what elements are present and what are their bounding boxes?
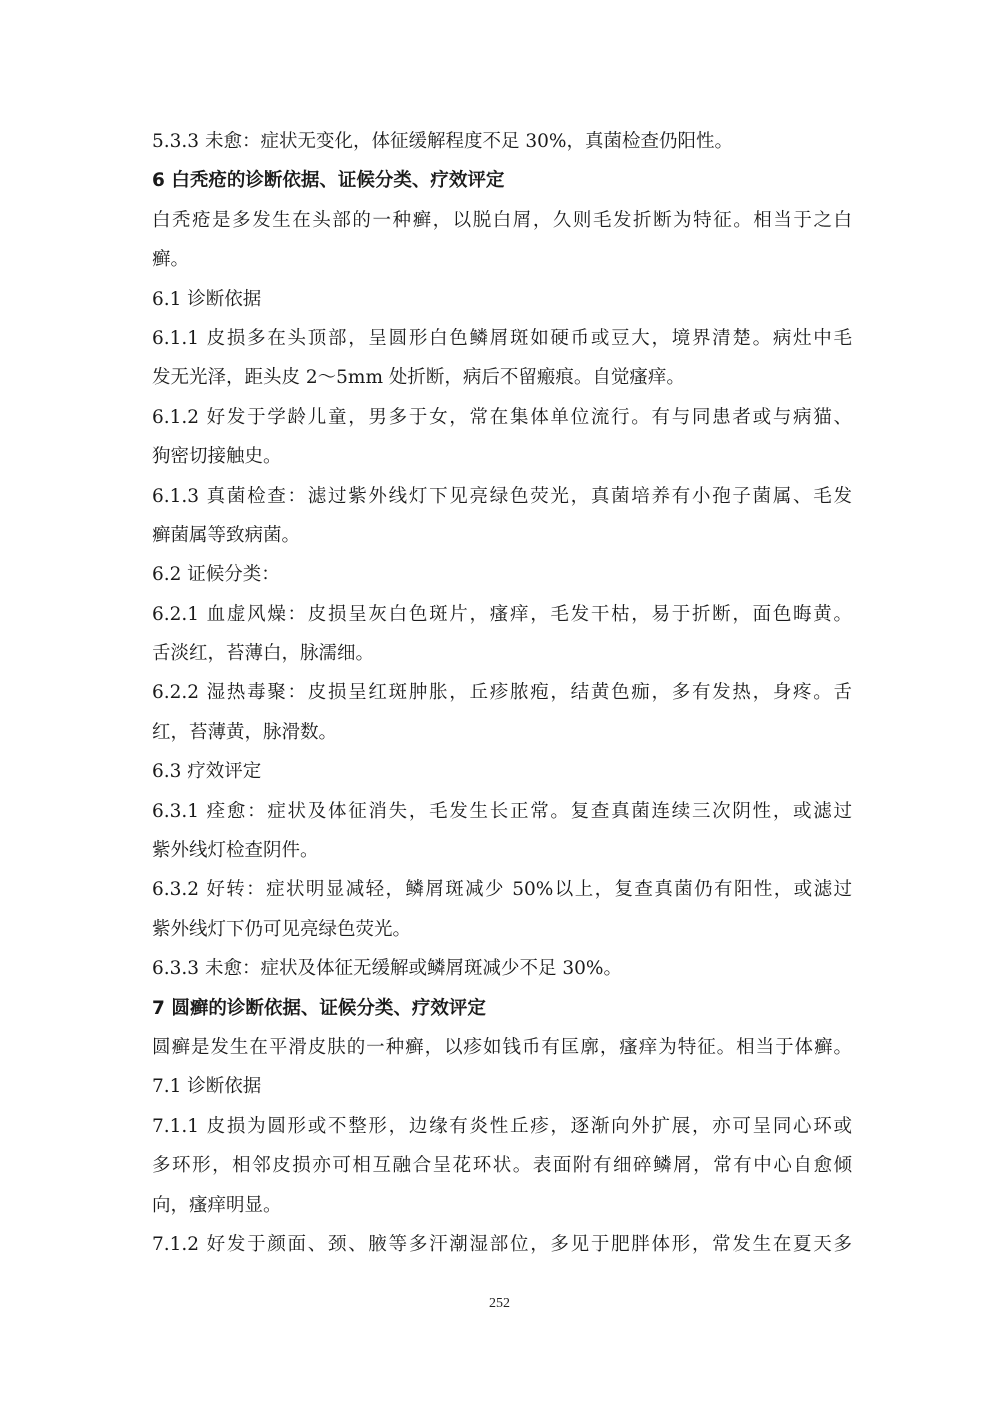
paragraph-6-3-1-line-1: 6.3.1 痊愈：症状及体征消失，毛发生长正常。复查真菌连续三次阴性，或滤过: [152, 800, 852, 822]
subheading-6-2: 6.2 证候分类：: [152, 564, 280, 586]
paragraph-6-1-3-line-2: 癣菌属等致病菌。: [152, 524, 301, 546]
paragraph-6-1-3-line-1: 6.1.3 真菌检查：滤过紫外线灯下见亮绿色荧光，真菌培养有小孢子菌属、毛发: [152, 485, 852, 507]
subheading-6-3: 6.3 疗效评定: [152, 761, 262, 783]
section-7-intro: 圆癣是发生在平滑皮肤的一种癣，以疹如钱币有匡廓，瘙痒为特征。相当于体癣。: [152, 1036, 852, 1058]
subheading-6-1: 6.1 诊断依据: [152, 288, 262, 310]
subheading-7-1: 7.1 诊断依据: [152, 1076, 262, 1098]
paragraph-6-2-2-line-1: 6.2.2 湿热毒聚：皮损呈红斑肿胀，丘疹脓疱，结黄色痂，多有发热，身疼。舌: [152, 682, 852, 704]
paragraph-7-1-2-line-1: 7.1.2 好发于颜面、颈、腋等多汗潮湿部位，多见于肥胖体形，常发生在夏天多: [152, 1233, 852, 1255]
paragraph-6-1-1-line-2: 发无光泽，距头皮 2～5mm 处折断，病后不留瘢痕。自觉瘙痒。: [152, 367, 685, 389]
paragraph-7-1-1-line-3: 向，瘙痒明显。: [152, 1194, 282, 1216]
paragraph-7-1-1-line-2: 多环形，相邻皮损亦可相互融合呈花环状。表面附有细碎鳞屑，常有中心自愈倾: [152, 1155, 852, 1177]
section-heading-6: 6 白秃疮的诊断依据、证候分类、疗效评定: [152, 170, 505, 192]
section-6-intro-line-2: 癣。: [152, 249, 190, 271]
paragraph-7-1-1-line-1: 7.1.1 皮损为圆形或不整形，边缘有炎性丘疹，逐渐向外扩展，亦可呈同心环或: [152, 1115, 852, 1137]
section-6-intro-line-1: 白秃疮是多发生在头部的一种癣，以脱白屑，久则毛发折断为特征。相当于之白: [152, 209, 852, 231]
section-heading-7: 7 圆癣的诊断依据、证候分类、疗效评定: [152, 997, 486, 1019]
paragraph-6-2-1-line-2: 舌淡红，苔薄白，脉濡细。: [152, 643, 375, 665]
page-number: 252: [489, 1296, 510, 1311]
paragraph-6-3-2-line-1: 6.3.2 好转：症状明显减轻，鳞屑斑减少 50%以上，复查真菌仍有阳性，或滤过: [152, 879, 852, 901]
paragraph-6-3-1-line-2: 紫外线灯检查阴件。: [152, 840, 319, 862]
paragraph-6-1-1-line-1: 6.1.1 皮损多在头顶部，呈圆形白色鳞屑斑如硬币或豆大，境界清楚。病灶中毛: [152, 327, 852, 349]
paragraph-5-3-3: 5.3.3 未愈：症状无变化，体征缓解程度不足 30%，真菌检查仍阳性。: [152, 131, 733, 152]
paragraph-6-1-2-line-1: 6.1.2 好发于学龄儿童，男多于女，常在集体单位流行。有与同患者或与病猫、: [152, 406, 852, 428]
paragraph-6-3-2-line-2: 紫外线灯下仍可见亮绿色荧光。: [152, 918, 412, 940]
paragraph-6-1-2-line-2: 狗密切接触史。: [152, 446, 282, 468]
paragraph-6-2-2-line-2: 红，苔薄黄，脉滑数。: [152, 721, 338, 743]
paragraph-6-2-1-line-1: 6.2.1 血虚风燥：皮损呈灰白色斑片，瘙痒，毛发干枯，易于折断，面色晦黄。: [152, 603, 852, 625]
paragraph-6-3-3: 6.3.3 未愈：症状及体征无缓解或鳞屑斑减少不足 30%。: [152, 958, 622, 980]
document-body: [152, 122, 852, 1264]
